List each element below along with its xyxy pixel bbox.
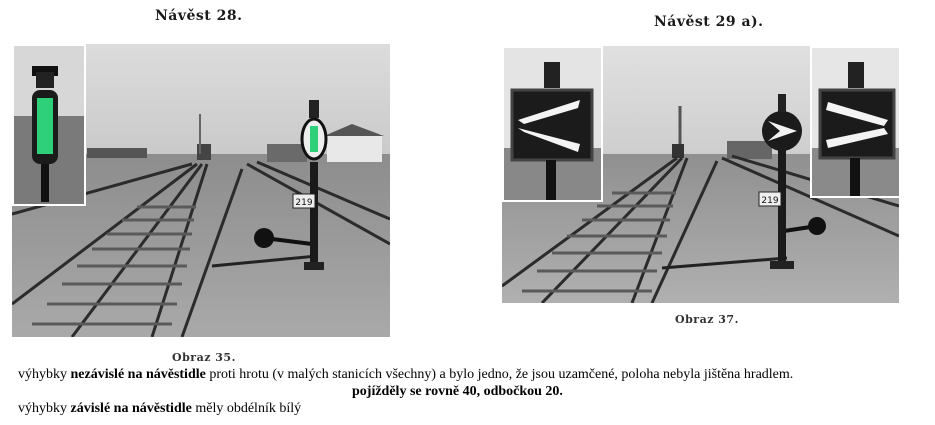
inset-right-a [502, 46, 603, 202]
post-number-right: 219 [761, 196, 779, 206]
text-line-2: pojížděly se rovně 40, odbočkou 20. [352, 384, 563, 399]
photo-left [12, 44, 390, 337]
signal-green-light-left [310, 126, 318, 152]
text-line-3 [18, 401, 301, 417]
inset-right-b [810, 46, 899, 198]
text-line-1 [18, 367, 793, 383]
line1-suffix: proti hrotu (v malých stanicích všechny) a bylo jedno, že jsou uzamčené, poloha nebyla jištěna hradlem. [205, 367, 794, 382]
photo-right [502, 46, 899, 303]
line3-bold: závislé na návěstidle [70, 401, 192, 416]
figure-left-caption: Obraz 35. [172, 351, 236, 364]
line3-suffix: měly obdélník bílý [191, 401, 302, 416]
figure-right-caption: Obraz 37. [675, 313, 739, 326]
line1-bold: nezávislé na návěstidle [70, 367, 206, 382]
figure-right-title: Návěst 29 a). [654, 14, 764, 30]
line1-prefix: výhybky [18, 367, 71, 382]
line3-prefix: výhybky [18, 401, 71, 416]
inset-green-light [37, 98, 53, 154]
figure-left-title: Návěst 28. [155, 8, 243, 24]
post-number-left: 219 [295, 198, 313, 208]
inset-left [12, 44, 86, 206]
